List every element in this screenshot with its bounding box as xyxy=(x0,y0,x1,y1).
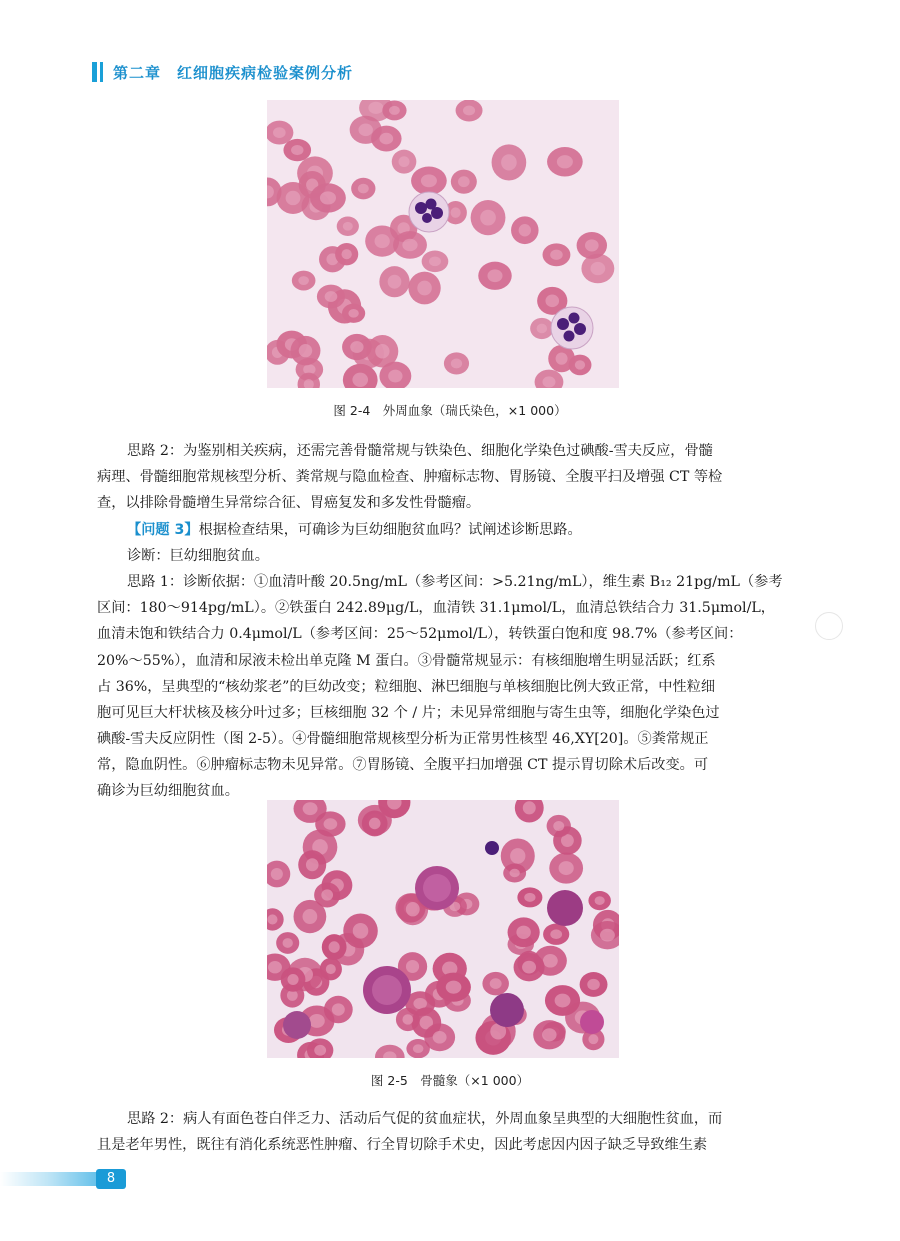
red-blood-cell-pallor xyxy=(368,102,383,114)
question-label: 【问题 3】 xyxy=(127,521,199,538)
red-blood-cell-pallor xyxy=(348,309,358,318)
peripheral-blood-image xyxy=(267,100,619,388)
paragraph-line: 查，以排除骨髓增生异常综合征、胃癌复发和多发性骨髓瘤。 xyxy=(97,495,481,512)
paragraph-line: 确诊为巨幼细胞贫血。 xyxy=(97,783,239,800)
red-blood-cell-pallor xyxy=(523,801,536,814)
question-3-line xyxy=(97,517,805,543)
paragraph-line: 思路 2：病人有面色苍白伴乏力、活动后气促的贫血症状，外周血象呈典型的大细胞性贫血，而 xyxy=(127,1111,723,1127)
paragraph-line: 思路 1：诊断依据：①血清叶酸 20.5ng/mL（参考区间：>5.21ng/mL），维生素 B₁₂ 21pg/mL（参考 xyxy=(127,573,783,590)
red-blood-cell-pallor xyxy=(324,818,338,829)
paragraph-line: 胞可见巨大杆状核及核分叶过多；巨核细胞 32 个 / 片；未见异常细胞与寄生虫等，细胞化学染色过 xyxy=(97,704,720,721)
red-blood-cell-pallor xyxy=(353,923,369,939)
red-blood-cell-pallor xyxy=(303,802,318,815)
red-blood-cell-pallor xyxy=(542,1028,557,1041)
red-blood-cell-pallor xyxy=(271,868,283,880)
red-blood-cell-pallor xyxy=(545,295,559,308)
paragraph-line: 且是老年男性，既往有消化系统恶性肿瘤、行全胃切除手术史，因此考虑因内因子缺乏导致维生素 xyxy=(97,1137,708,1154)
red-blood-cell-pallor xyxy=(309,1014,325,1028)
red-blood-cell-pallor xyxy=(550,250,563,260)
red-blood-cell-pallor xyxy=(291,145,303,155)
paragraph-line: 20%～55%），血清和尿液未检出单克隆 M 蛋白。③骨髓常规显示：有核细胞增生明显活跃；红系 xyxy=(97,652,716,669)
paragraph-line: 常，隐血阴性。⑥肿瘤标志物未见异常。⑦胃肠镜、全腹平扫加增强 CT 提示胃切除术后改变。可 xyxy=(97,757,709,774)
question-text: 根据检查结果，可确诊为巨幼细胞贫血吗？试阐述诊断思路。 xyxy=(198,521,582,538)
red-blood-cell-pallor xyxy=(451,207,461,218)
red-blood-cell-pallor xyxy=(267,914,277,924)
red-blood-cell-pallor xyxy=(516,926,530,939)
red-blood-cell-pallor xyxy=(343,222,353,231)
red-blood-cell-pallor xyxy=(433,1031,447,1044)
red-blood-cell-pallor xyxy=(399,156,410,167)
red-blood-cell-pallor xyxy=(375,344,389,359)
red-blood-cell-pallor xyxy=(446,981,462,994)
red-blood-cell-pallor xyxy=(537,324,548,334)
red-blood-cell-pallor xyxy=(490,978,502,989)
red-blood-cell-pallor xyxy=(268,961,282,973)
figure-caption-2-4: 图 2-4 外周血象（瑞氏染色，×1 000） xyxy=(333,403,567,418)
red-blood-cell-pallor xyxy=(413,998,427,1009)
red-blood-cell-pallor xyxy=(524,893,535,902)
red-blood-cell-pallor xyxy=(402,239,417,251)
red-blood-cell-pallor xyxy=(510,869,520,878)
red-blood-cell-pallor xyxy=(590,262,605,275)
red-blood-cell-pallor xyxy=(463,106,475,116)
red-blood-cell-pallor xyxy=(332,1003,345,1015)
red-blood-cell-pallor xyxy=(306,858,319,871)
red-blood-cell-pallor xyxy=(326,964,336,974)
red-blood-cell-pallor xyxy=(341,249,351,259)
header-marker-icon xyxy=(92,62,103,82)
paragraph-line: 区间：180～914pg/mL）。②铁蛋白 242.89μg/L，血清铁 31.1μmol/L，血清总铁结合力 31.5μmol/L， xyxy=(97,600,775,617)
red-blood-cell-pallor xyxy=(600,929,615,942)
body-text-block-2 xyxy=(97,1106,805,1158)
red-blood-cell-pallor xyxy=(358,124,372,137)
red-blood-cell-pallor xyxy=(556,352,568,364)
watermark-seal-icon xyxy=(815,612,843,640)
red-blood-cell-pallor xyxy=(510,848,525,864)
red-blood-cell-pallor xyxy=(519,224,531,236)
paragraph-line: 碘酸-雪夫反应阴性（图 2-5）。④骨髓细胞常规核型分析为正常男性核型 46,XY[20]。⑤粪常规正 xyxy=(97,731,709,748)
red-blood-cell-pallor xyxy=(299,344,312,357)
body-text-block-1 xyxy=(97,438,805,805)
page-footer xyxy=(0,1168,900,1190)
red-blood-cell-pallor xyxy=(559,861,574,875)
red-blood-cell-pallor xyxy=(298,276,309,285)
red-blood-cell-pallor xyxy=(588,1034,598,1044)
paragraph-line: 思路 2：为鉴别相关疾病，还需完善骨髓常规与铁染色、细胞化学染色过碘酸-雪夫反应，骨髓 xyxy=(127,443,713,459)
figure-peripheral-blood-smear xyxy=(267,100,619,388)
red-blood-cell-pallor xyxy=(553,821,564,831)
paragraph-line: 病理、骨髓细胞常规核型分析、粪常规与隐血检查、肿瘤标志物、胃肠镜、全腹平扫及增强 CT 等检 xyxy=(97,469,723,486)
red-blood-cell-pallor xyxy=(321,889,333,900)
red-blood-cell-pallor xyxy=(273,127,286,138)
page-number: 8 xyxy=(96,1169,126,1189)
red-blood-cell-pallor xyxy=(487,269,502,282)
red-blood-cell-pallor xyxy=(388,370,402,383)
red-blood-cell-pallor xyxy=(406,960,419,973)
red-blood-cell-pallor xyxy=(501,154,517,170)
red-blood-cell-pallor xyxy=(575,360,585,369)
red-blood-cell-pallor xyxy=(587,979,600,990)
chapter-title: 第二章 红细胞疾病检验案例分析 xyxy=(113,63,354,82)
red-blood-cell-pallor xyxy=(388,275,402,289)
red-blood-cell-pallor xyxy=(480,210,496,226)
red-blood-cell-pallor xyxy=(352,373,368,387)
red-blood-cell-pallor xyxy=(314,1045,326,1056)
red-blood-cell-pallor xyxy=(542,376,555,387)
red-blood-cell-pallor xyxy=(389,106,400,115)
red-blood-cell-pallor xyxy=(421,174,437,187)
red-blood-cell-pallor xyxy=(522,961,536,974)
figure-bone-marrow-smear xyxy=(267,800,619,1058)
figure-caption-2-5: 图 2-5 骨髓象（×1 000） xyxy=(370,1073,530,1088)
red-blood-cell-pallor xyxy=(585,239,599,251)
paragraph-line: 诊断：巨幼细胞贫血。 xyxy=(127,547,269,564)
red-blood-cell-pallor xyxy=(417,281,432,296)
red-blood-cell-pallor xyxy=(325,291,338,302)
chapter-header xyxy=(92,60,353,84)
paragraph-line: 占 36%，呈典型的“核幼浆老”的巨幼改变；粒细胞、淋巴细胞与单核细胞比例大致正常，中性粒细 xyxy=(97,678,716,695)
red-blood-cell-pallor xyxy=(283,938,293,948)
red-blood-cell-pallor xyxy=(375,234,390,248)
red-blood-cell-pallor xyxy=(557,155,573,168)
red-blood-cell-pallor xyxy=(286,191,301,205)
red-blood-cell-pallor xyxy=(320,191,336,204)
red-blood-cell-pallor xyxy=(451,358,462,368)
red-blood-cell-pallor xyxy=(379,133,393,145)
red-blood-cell-pallor xyxy=(458,176,470,187)
red-blood-cell-pallor xyxy=(550,929,562,939)
red-blood-cell-pallor xyxy=(303,909,318,924)
red-blood-cell-pallor xyxy=(350,341,363,353)
red-blood-cell-pallor xyxy=(413,1044,424,1053)
red-blood-cell-pallor xyxy=(429,256,441,266)
red-blood-cell-pallor xyxy=(402,1014,413,1024)
red-blood-cell-pallor xyxy=(369,818,381,830)
paragraph-line: 血清未饱和铁结合力 0.4μmol/L（参考区间：25～52μmol/L），转铁蛋白饱和度 98.7%（参考区间： xyxy=(97,626,743,643)
red-blood-cell-pallor xyxy=(329,941,340,953)
red-blood-cell-pallor xyxy=(555,994,571,1008)
red-blood-cell-pallor xyxy=(543,954,558,968)
red-blood-cell-pallor xyxy=(406,902,420,916)
bone-marrow-image xyxy=(267,800,619,1058)
red-blood-cell-pallor xyxy=(595,896,605,905)
red-blood-cell-pallor xyxy=(287,974,298,985)
red-blood-cell-pallor xyxy=(358,184,369,194)
